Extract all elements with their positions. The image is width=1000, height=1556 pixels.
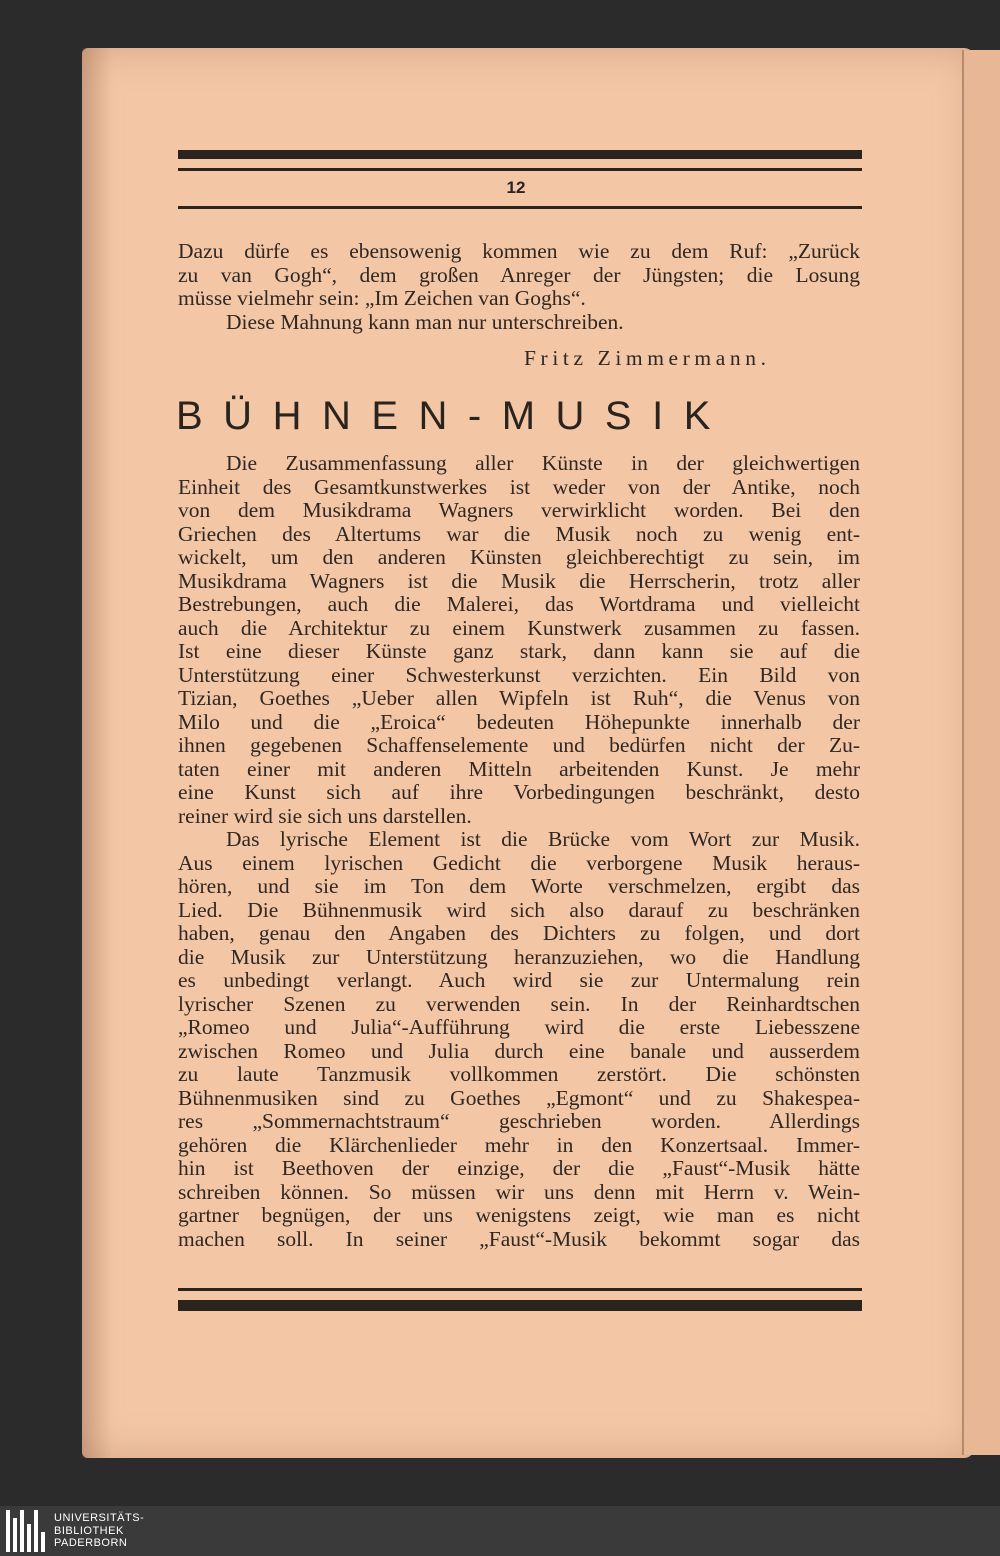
text-line: zu van Gogh“, dem großen Anreger der Jüngsten; die Losung bbox=[178, 262, 860, 287]
header-underline bbox=[178, 206, 862, 209]
text-line: Ist eine dieser Künste ganz stark, dann kann sie auf die bbox=[178, 639, 860, 663]
text-line: es unbedingt verlangt. Auch wird sie zur Untermalung rein bbox=[178, 968, 860, 992]
text-line: Unterstützung einer Schwesterkunst verzichten. Ein Bild von bbox=[178, 662, 860, 687]
bottom-rule-thin bbox=[178, 1288, 862, 1291]
author-signature: Fritz Zimmermann. bbox=[524, 346, 771, 370]
text-line: „Romeo und Julia“-Aufführung wird die erste Liebesszene bbox=[178, 1015, 860, 1039]
intro-paragraph bbox=[178, 240, 860, 334]
text-line: Das lyrische Element ist die Brücke vom Wort zur Musik. bbox=[226, 827, 860, 851]
text-line: Dazu dürfe es ebensowenig kommen wie zu dem Ruf: „Zurück bbox=[178, 239, 860, 263]
text-line: taten einer mit anderen Mitteln arbeitenden Kunst. Je mehr bbox=[178, 756, 860, 781]
page-number: 12 bbox=[506, 178, 526, 197]
top-rule-thin bbox=[178, 168, 862, 171]
text-line: haben, genau den Angaben des Dichters zu folgen, und dort bbox=[178, 921, 860, 945]
text-line: hin ist Beethoven der einzige, der die „Faust“-Musik hätte bbox=[178, 1156, 860, 1180]
text-line: reiner wird sie sich uns darstellen. bbox=[178, 803, 472, 828]
text-line: wickelt, um den anderen Künsten gleichberechtigt zu sein, im bbox=[178, 545, 860, 569]
text-line: gehören die Klärchenlieder mehr in den Konzertsaal. Immer- bbox=[178, 1132, 860, 1157]
text-line: res „Sommernachtstraum“ geschrieben worden. Allerdings bbox=[178, 1109, 860, 1133]
text-line: Milo und die „Eroica“ bedeuten Höhepunkte innerhalb der bbox=[178, 709, 860, 734]
text-line: hören, und sie im Ton dem Worte verschmelzen, ergibt das bbox=[178, 874, 860, 898]
text-line: lyrischer Szenen zu verwenden sein. In der Reinhardtschen bbox=[178, 991, 860, 1016]
article-paragraph-1 bbox=[178, 452, 860, 828]
page-gutter-shadow bbox=[82, 48, 112, 1458]
article-paragraph-2 bbox=[178, 828, 860, 1251]
bottom-rule-thick bbox=[178, 1300, 862, 1311]
text-line: von dem Musikdrama Wagners verwirklicht worden. Bei den bbox=[178, 498, 860, 522]
text-line: Tizian, Goethes „Ueber allen Wipfeln ist Ruh“, die Venus von bbox=[178, 686, 860, 710]
text-line: Einheit des Gesamtkunstwerkes ist weder von der Antike, noch bbox=[178, 474, 860, 499]
text-line: eine Kunst sich auf ihre Vorbedingungen beschränkt, desto bbox=[178, 780, 860, 804]
text-line: müsse vielmehr sein: „Im Zeichen van Goghs“. bbox=[178, 286, 586, 310]
text-line: gartner begnügen, der uns wenigstens zeigt, wie man es nicht bbox=[178, 1203, 860, 1227]
closing-line: Diese Mahnung kann man nur unterschreiben. bbox=[226, 309, 624, 334]
text-line: machen soll. In seiner „Faust“-Musik bekommt sogar das bbox=[178, 1226, 860, 1251]
logo-line: UNIVERSITÄTS- bbox=[54, 1512, 145, 1524]
text-line: Bestrebungen, auch die Malerei, das Wortdrama und vielleicht bbox=[178, 592, 860, 616]
text-line: Bühnenmusiken sind zu Goethes „Egmont“ und zu Shakespea- bbox=[178, 1085, 860, 1110]
library-logo-icon bbox=[6, 1510, 46, 1552]
library-logo-text bbox=[54, 1512, 144, 1550]
text-line: Griechen des Altertums war die Musik noch zu wenig ent- bbox=[178, 521, 860, 546]
text-line: schreiben können. So müssen wir uns denn mit Herrn v. Wein- bbox=[178, 1179, 860, 1204]
logo-line: PADERBORN bbox=[54, 1537, 128, 1549]
text-line: ihnen gegebenen Schaffenselemente und bedürfen nicht der Zu- bbox=[178, 733, 860, 757]
library-footer bbox=[0, 1506, 1000, 1556]
text-line: Musikdrama Wagners ist die Musik die Herrscherin, trotz aller bbox=[178, 568, 860, 593]
text-line: Aus einem lyrischen Gedicht die verborgene Musik heraus- bbox=[178, 850, 860, 875]
logo-line: BIBLIOTHEK bbox=[54, 1524, 124, 1537]
text-line: zu laute Tanzmusik vollkommen zerstört. Die schönsten bbox=[178, 1062, 860, 1086]
text-line: die Musik zur Unterstützung heranzuziehen, wo die Handlung bbox=[178, 944, 860, 969]
article-heading: BÜHNEN-MUSIK bbox=[176, 394, 731, 438]
adjacent-page-edge bbox=[962, 50, 1000, 1455]
text-line: auch die Architektur zu einem Kunstwerk zusammen zu fassen. bbox=[178, 615, 860, 640]
text-line: Lied. Die Bühnenmusik wird sich also darauf zu beschränken bbox=[178, 897, 860, 922]
text-line: Die Zusammenfassung aller Künste in der gleichwertigen bbox=[226, 451, 860, 475]
text-line: zwischen Romeo und Julia durch eine banale und ausserdem bbox=[178, 1038, 860, 1063]
top-rule-thick bbox=[178, 150, 862, 159]
